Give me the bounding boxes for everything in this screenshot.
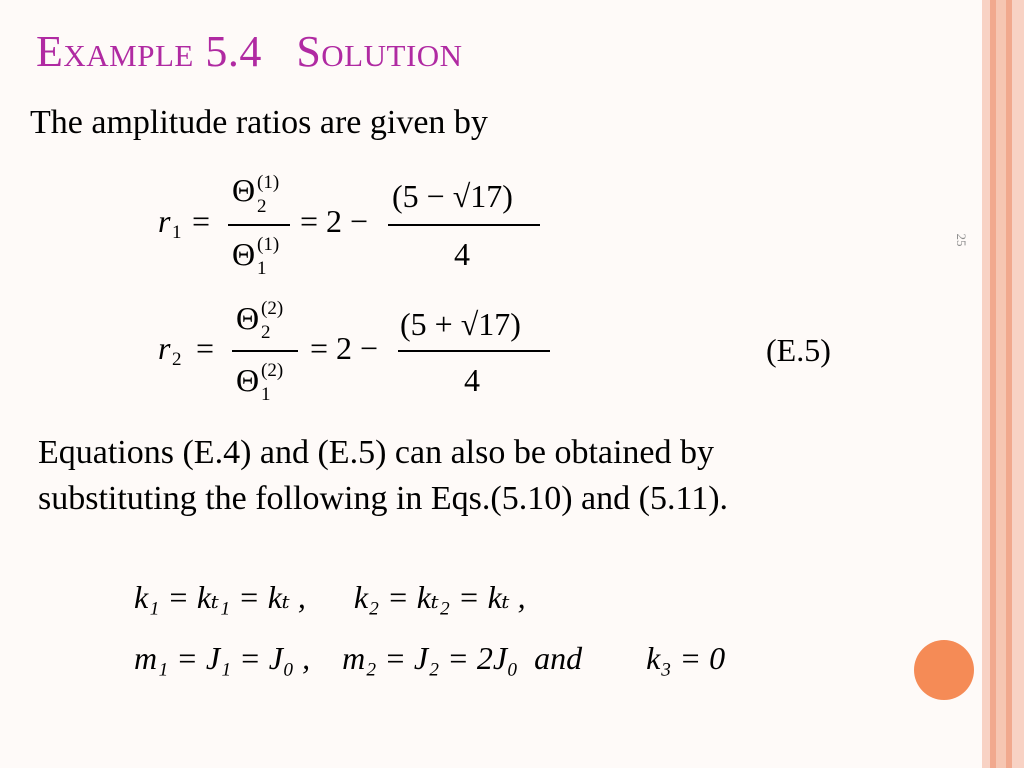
explanation-paragraph <box>38 430 728 522</box>
eq2-fraction-bar-1 <box>232 350 298 352</box>
eq2-num-sub: 2 <box>261 322 271 343</box>
eq2-num-sup: (2) <box>261 298 284 319</box>
eq1-num-sub: 2 <box>257 196 267 217</box>
eq2-fraction-bar-2 <box>398 350 550 352</box>
intro-text: The amplitude ratios are given by <box>30 104 488 141</box>
paragraph-line-1: Equations (E.4) and (E.5) can also be obtained by <box>38 434 715 471</box>
eq1-rhs-numerator: (5 − √17) <box>392 178 513 214</box>
eq2-den-sub: 1 <box>261 384 271 405</box>
page-number: 25 <box>954 233 969 247</box>
eq2-rhs-denominator: 4 <box>464 362 480 398</box>
eq1-equals: = <box>192 203 211 239</box>
eq2-den-sup: (2) <box>261 360 284 381</box>
eq1-den-sub: 1 <box>257 258 267 279</box>
eq1-rhs-prefix: = 2 − <box>300 203 369 239</box>
eq2-num-symbol: Θ <box>236 300 260 336</box>
decorative-circle <box>914 640 974 700</box>
eq1-rhs-denominator: 4 <box>454 236 470 272</box>
eq2-lhs-sub: 2 <box>172 349 182 370</box>
slide-title: Example 5.4 Solution <box>36 27 463 76</box>
eq1-lhs-var: r <box>158 203 171 239</box>
eq2-equals: = <box>196 330 215 366</box>
substitution-line-1: k₁ = kₜ₁ = kₜ , k₂ = kₜ₂ = kₜ , <box>134 579 526 615</box>
eq1-lhs-sub: 1 <box>172 222 182 243</box>
eq2-lhs-var: r <box>158 330 171 366</box>
eq1-num-symbol: Θ <box>232 172 256 208</box>
eq1-den-sup: (1) <box>257 234 280 255</box>
eq1-den-symbol: Θ <box>232 236 256 272</box>
eq2-den-symbol: Θ <box>236 362 260 398</box>
eq2-rhs-prefix: = 2 − <box>310 330 379 366</box>
substitution-line-2: m₁ = J₁ = J₀ , m₂ = J₂ = 2J₀ and k₃ = 0 <box>134 640 726 676</box>
eq1-num-sup: (1) <box>257 172 280 193</box>
equation-label: (E.5) <box>766 332 831 368</box>
eq2-rhs-numerator: (5 + √17) <box>400 306 521 342</box>
paragraph-line-2: substituting the following in Eqs.(5.10) and (5.11). <box>38 480 729 517</box>
